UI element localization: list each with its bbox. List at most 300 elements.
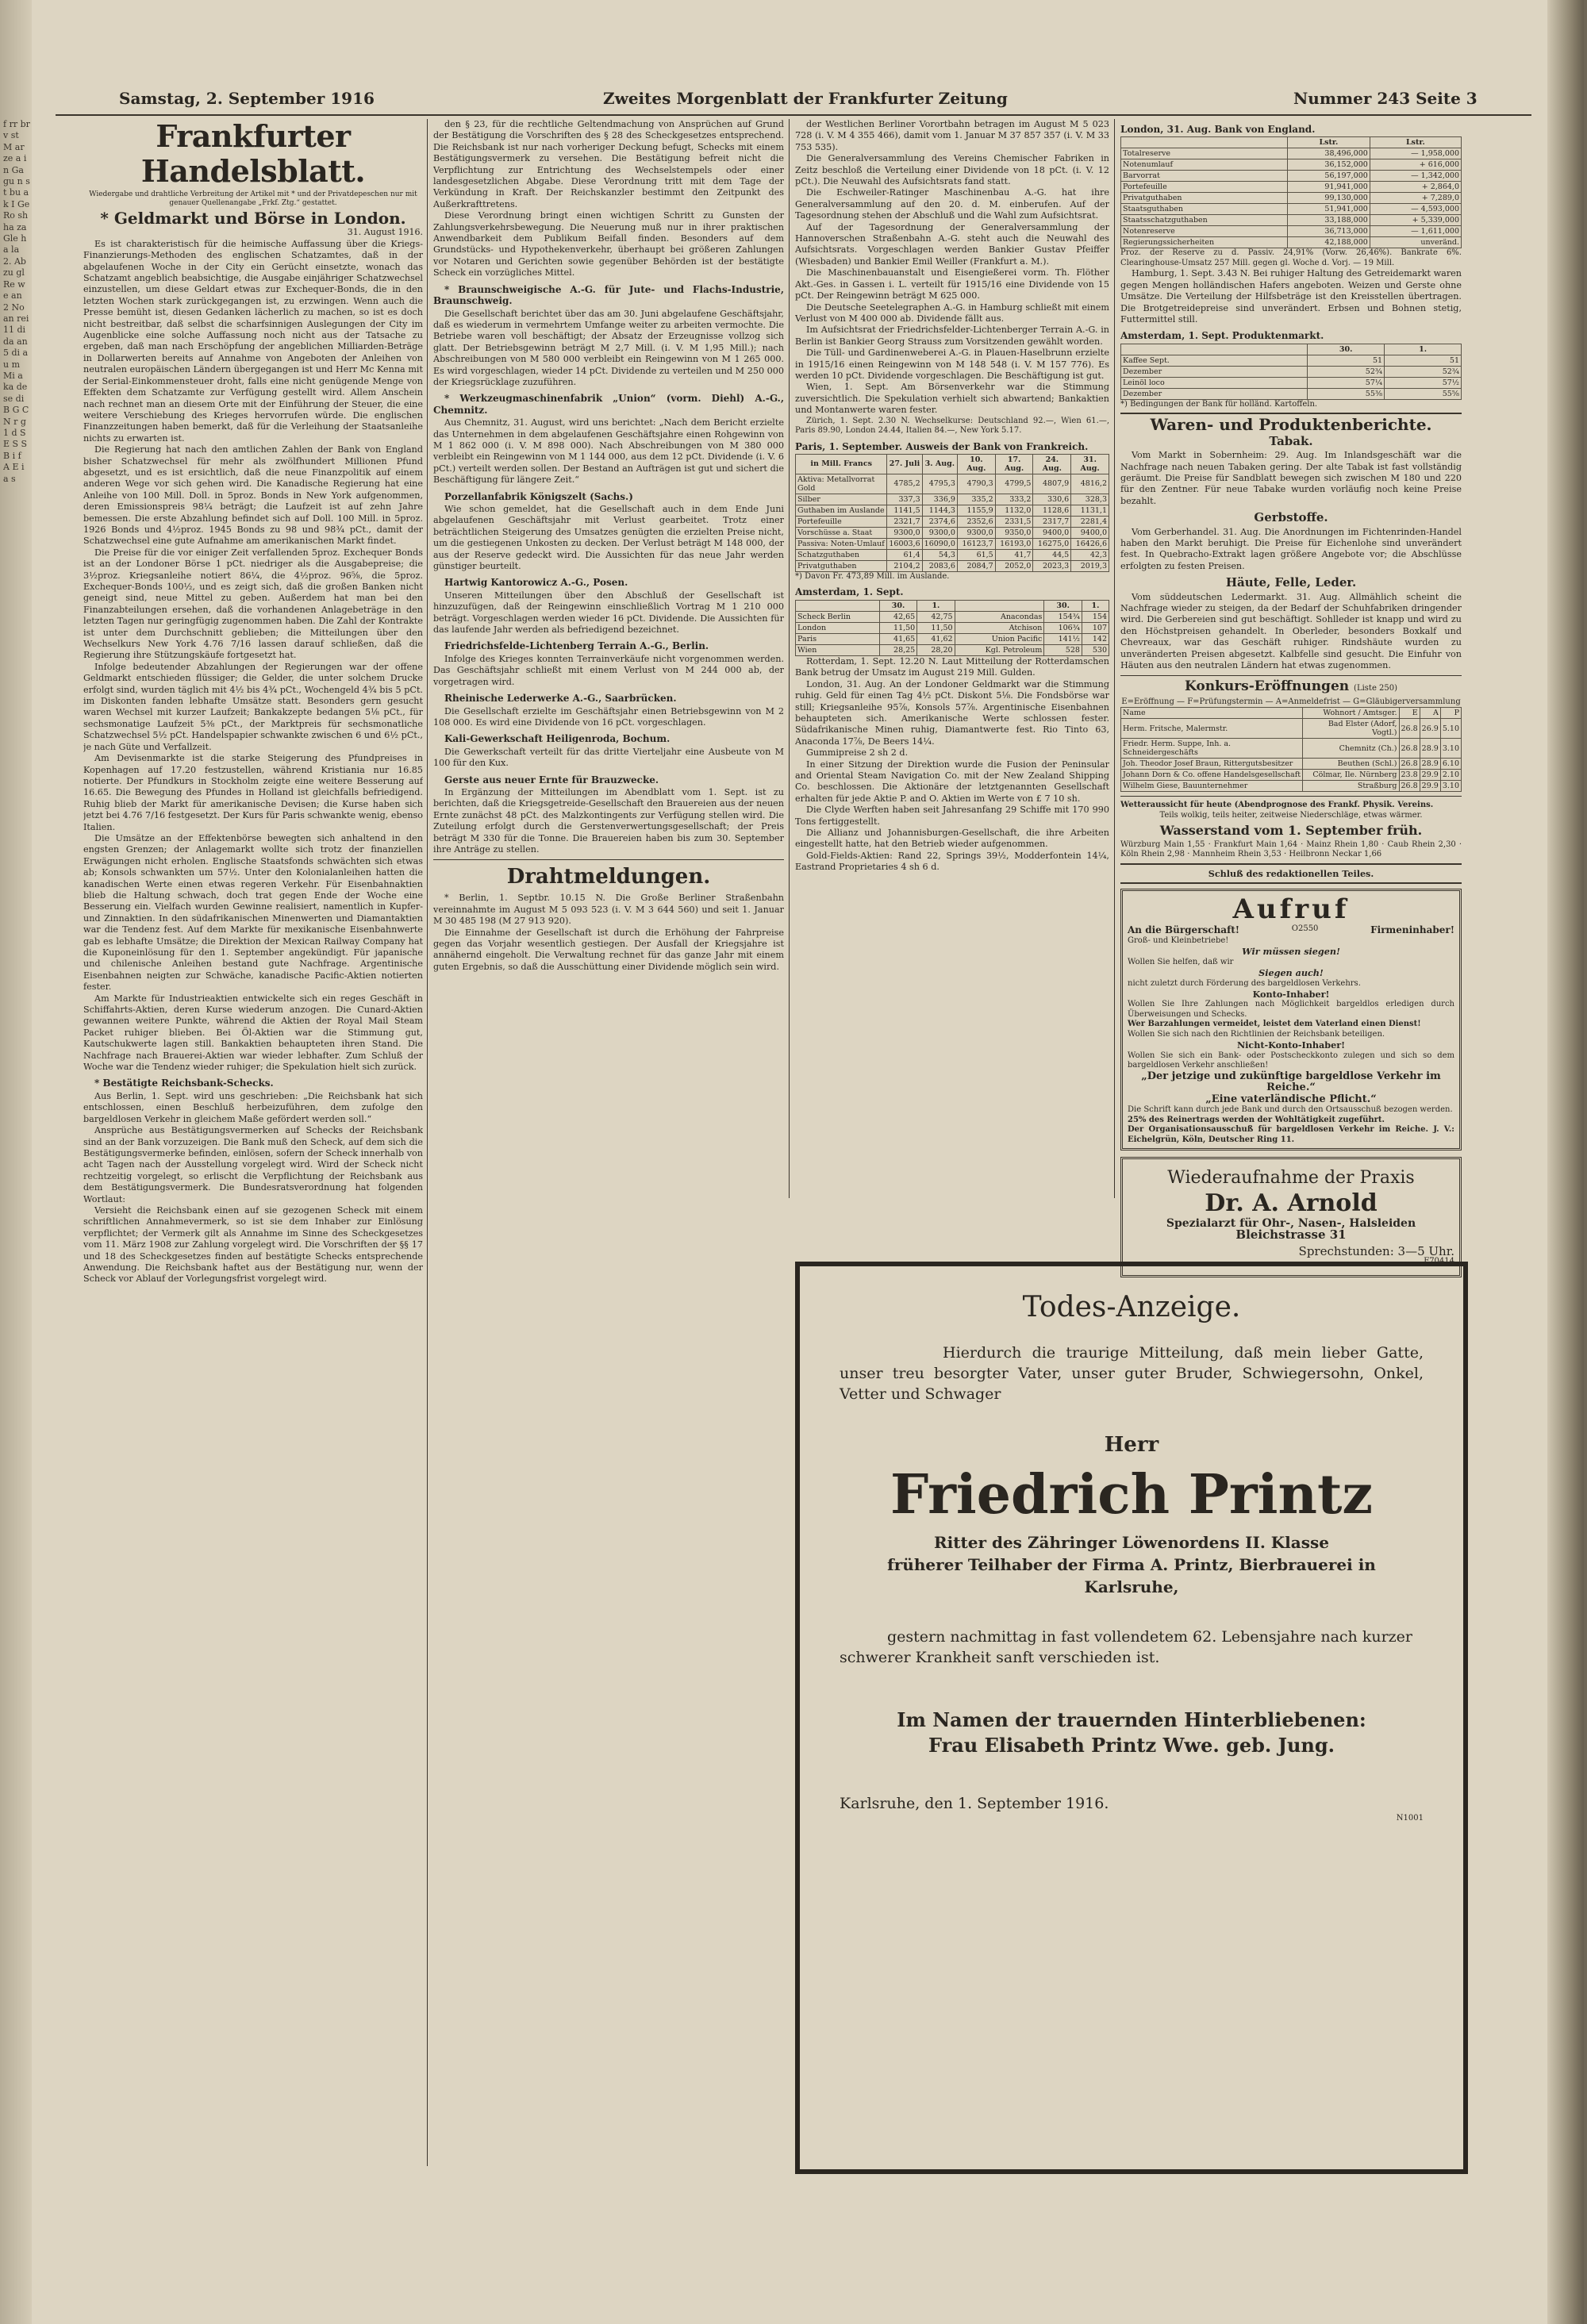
- table-cell: 16003,6: [887, 538, 922, 549]
- paragraph: Ansprüche aus Bestätigungsvermerken auf Schecks der Reichsbank sind an der Bank vorzuzeigen. Die Bank muß den Scheck, auf dem sich die Bestätigungsvermerke befinden, einlösen, sofern der Scheck innerhalb von acht Tagen nach der Ausstellung vorgelegt wird. Wird der Scheck nicht rechtzeitig vorgelegt, so erlischt die Verpflichtung der Reichsbank aus dem Bestätigungsvermerk. Die Bundesratsverordnung hat folgenden Wortlaut:: [83, 1125, 423, 1204]
- column-rule: [789, 119, 790, 1198]
- ad-ref: O2550: [1291, 924, 1319, 934]
- table-row: [796, 622, 1109, 633]
- table-row: [1121, 226, 1462, 237]
- paragraph: Hamburg, 1. Sept. 3.43 N. Bei ruhiger Haltung des Getreidemarkt waren gegen Mengen holländischen Hafers angeboten. Weizen und Gerste ohne Umsätze. Die Verteilung der Hilfsbeträge ist den Kreisstellen übertragen. Die Brotgetreidepreise sind unverändert. Erbsen und Bohnen stetig, Futtermittel still.: [1120, 268, 1462, 325]
- table-cell: + 2,864,0: [1370, 182, 1461, 193]
- table-cell: 4807,9: [1033, 474, 1071, 494]
- table-cell: Johann Dorn & Co. offene Handelsgesellschaft: [1121, 770, 1303, 781]
- table-cell: 3.10: [1440, 781, 1461, 792]
- table-cell: 2374,6: [922, 516, 957, 527]
- table-cell: 528: [1044, 644, 1082, 655]
- table-row: [796, 633, 1109, 644]
- table-cell: 2084,7: [957, 560, 995, 571]
- table-cell: Wilhelm Giese, Bauunternehmer: [1121, 781, 1303, 792]
- deceased-name: Friedrich Printz: [890, 1463, 1373, 1527]
- table-header-cell: Lstr.: [1287, 137, 1370, 148]
- adjacent-page-text: f rr br v st M ar ze a in Ga gu n st bu ak I Ge Ro sh ha za Gle ha la 2. Ab zu gl Re we an 2 No an rei 11 di da an 5 di au m Mi a ka de se di B G C N r g 1 d S E S S B i f A E i a s: [3, 119, 30, 484]
- ad-line: Wollen Sie helfen, daß wir: [1128, 957, 1234, 966]
- table-cell: 1144,3: [922, 505, 957, 516]
- table-cell: Vorschüsse a. Staat: [796, 527, 887, 538]
- death-notice-place: Karlsruhe, den 1. September 1916.: [840, 1795, 1109, 1812]
- ad-name: Dr. A. Arnold: [1205, 1189, 1378, 1218]
- ad-header-right: Firmeninhaber!: [1370, 924, 1454, 936]
- table-header-cell: 31. Aug.: [1071, 454, 1109, 474]
- running-header: [56, 86, 1531, 116]
- table-row: [1121, 388, 1462, 399]
- divider: [433, 859, 784, 860]
- paragraph: Die Umsätze an der Effektenbörse bewegten sich anhaltend in den engsten Grenzen; der Anlagemarkt wollte sich trotz der finanziellen Erwägungen nicht erholen. Englische Staatsfonds schwächten sich etwas ab; Konsols schwankten um 57½. Unter den Kolonialanleihen hatten die kanadischen Werte einen etwas regeren Verkehr. Für Eisenbahnaktien blieb die Haltung schwach, doch trat gegen Ende der Woche eine Besserung ein. Vielfach wurden Gewinne realisiert, namentlich in Kupfer- und Zinnaktien. In den südafrikanischen Minenwerten und Diamantaktien war die Tendenz fest. Auf dem Markte für mexikanische Eisenbahnwerte gab es lebhafte Umsätze; die Direktion der Mexican Railway Company hat die Kuponeinlösung für den 1. September angekündigt. Für japanische und chilenische Anleihen bestand gute Nachfrage. Argentinische Eisenbahnen neigten zur Schwäche, kanadische Pacific-Aktien notierten fester.: [83, 832, 423, 993]
- amsterdam-exchange-table: [795, 600, 1109, 656]
- table-header-cell: [796, 600, 880, 611]
- table-cell: Cölmar, Ile. Nürnberg: [1303, 770, 1399, 781]
- article-heading: * Braunschweigische A.-G. für Jute- und Flachs-Industrie, Braunschweig.: [433, 283, 784, 307]
- paragraph: In einer Sitzung der Direktion wurde die Fusion der Peninsular and Oriental Steam Navigation Co. mit der New Zealand Shipping Co. beschlossen. Die Aktionäre der letztgenannten Gesellschaft erhalten für jede Aktie P. and O. Aktien im Werte von £ 7 10 sh.: [795, 759, 1109, 804]
- paragraph: Wie schon gemeldet, hat die Gesellschaft auch in dem Ende Juni abgelaufenen Geschäftsjahr mit Verlust gearbeitet. Trotz einer beträchtlichen Steigerung des Umsatzes genügten die erzielten Preise nicht, um die gestiegenen Unkosten zu decken. Der Verlust beträgt M 148 000, der aus der Reserve gedeckt wird. Die Aussichten für das neue Jahr werden günstiger beurteilt.: [433, 504, 784, 572]
- weather-title: Wetteraussicht für heute (Abendprognose des Frankf. Physik. Vereins.: [1120, 801, 1434, 810]
- table-cell: Portefeuille: [1121, 182, 1288, 193]
- paragraph: Vom Gerberhandel. 31. Aug. Die Anordnungen im Fichtenrinden-Handel haben den Markt beruhigt. Die Preise für Eichenlohe sind unverändert fest. In Quebracho-Extrakt lagen größere Angebote vor; die Abschlüsse erfolgten zu festen Preisen.: [1120, 526, 1462, 571]
- table-cell: 26.8: [1399, 781, 1420, 792]
- table-cell: Anacondas: [955, 611, 1044, 622]
- table-cell: 2281,4: [1071, 516, 1109, 527]
- table-header-row: [796, 600, 1109, 611]
- paragraph: Es ist charakteristisch für die heimische Auffassung über die Kriegs-Finanzierungs-Methoden des englischen Schatzamtes, daß in der abgelaufenen Woche in der City ein Gerücht einsetzte, wonach das Schatzamt angeblich beabsichtige, die Ausgabe einjähriger Schatzwechsel einzustellen, um diese Geldart etwas zur Exchequer-Bonds, die in den letzten Wochen stark zurückgegangen ist, zu erzwingen. Wenn auch die Presse bemüht ist, diesen Gedanken lächerlich zu machen, so ist es doch nicht bestreitbar, daß selbst die scharfsinnigen Auslegungen der City im Augenblicke eine solche Auffassung noch nicht aus der Tatsache zu ergeben, daß man nach Erschöpfung der angeblichen Milliarden-Beträge in Dollarwerten bereits auf Annahme von Angeboten der Anleihen von neutralen europäischen Ländern übergegangen ist und Herr Mc Kenna mit der Serial-Einkommensteuer droht, falls eine nicht genügende Menge von Effekten dem Schatzamte zur Verfügung gestellt wird. Allem Anschein nach rechnet man an diesem Orte mit der Einführung der Steuer, die eine weitere Verschiebung des Krieges hervorrufen würde. Die englischen Finanzzeitungen haben bemerkt, daß für die Verleihung der Staatsanleihe nichts zu erwarten ist.: [83, 238, 423, 444]
- table-cell: 36,152,000: [1287, 159, 1370, 171]
- table-header-cell: 1.: [917, 600, 955, 611]
- table-cell: 55⅝: [1385, 388, 1462, 399]
- table-header-cell: [1121, 137, 1288, 148]
- table-row: [1121, 159, 1462, 171]
- table-cell: 28,25: [879, 644, 916, 655]
- paragraph: * Berlin, 1. Septbr. 10.15 N. Die Große Berliner Straßenbahn vereinnahmte im August M 5 093 523 (i. V. M 3 644 560) und seit 1. Januar M 30 485 198 (M 27 913 920).: [433, 893, 784, 927]
- ad-line: Wer Barzahlungen vermeidet, leistet dem Vaterland einen Dienst!: [1128, 1020, 1421, 1029]
- table-cell: Schatzguthaben: [796, 549, 887, 560]
- table-row: [1121, 204, 1462, 215]
- header-page-number: Nummer 243 Seite 3: [1293, 89, 1477, 108]
- table-cell: 2019,3: [1071, 560, 1109, 571]
- ad-line: Wollen Sie sich nach den Richtlinien der Reichsbank beteiligen.: [1128, 1029, 1385, 1039]
- bank-of-france-table: [795, 454, 1109, 572]
- ad-line: nicht zuletzt durch Förderung des bargeldlosen Verkehrs.: [1128, 978, 1361, 988]
- table-row: [1121, 377, 1462, 388]
- table-cell: 51,941,000: [1287, 204, 1370, 215]
- paragraph: Aus Berlin, 1. Sept. wird uns geschrieben: „Die Reichsbank hat sich entschlossen, einen Beschluß herbeizuführen, dem zufolge den bargeldlosen Verkehr in gleichem Maße gefördert werden soll.“: [83, 1090, 423, 1124]
- table-cell: 6.10: [1440, 759, 1461, 770]
- table-cell: Dezember: [1121, 366, 1308, 377]
- table-header-cell: 30.: [1044, 600, 1082, 611]
- column-1: [83, 119, 423, 2182]
- divider: [1120, 796, 1462, 797]
- ad-slogan: „Der jetzige und zukünftige bargeldlose Verkehr im Reiche.“: [1141, 1070, 1441, 1094]
- table-cell: 29.9: [1420, 770, 1440, 781]
- table-cell: Aktiva: Metallvorrat Gold: [796, 474, 887, 494]
- bankruptcy-table: [1120, 707, 1462, 792]
- article-heading: Hartwig Kantorowicz A.-G., Posen.: [444, 577, 628, 589]
- table-row: [796, 549, 1109, 560]
- table-row: [1121, 193, 1462, 204]
- table-cell: Privatguthaben: [1121, 193, 1288, 204]
- table-cell: + 616,000: [1370, 159, 1461, 171]
- table-cell: Regierungssicherheiten: [1121, 237, 1288, 248]
- table-cell: 5.10: [1440, 719, 1461, 739]
- table-cell: 337,3: [887, 494, 922, 505]
- table-row: [1121, 759, 1462, 770]
- table-cell: Guthaben im Auslande: [796, 505, 887, 516]
- table-row: [796, 516, 1109, 527]
- paragraph: Gummipreise 2 sh 2 d.: [806, 747, 909, 759]
- table-cell: unveränd.: [1370, 237, 1461, 248]
- table-cell: 333,2: [995, 494, 1033, 505]
- paragraph: Die Tüll- und Gardinenweberei A.-G. in Plauen-Haselbrunn erzielte in 1915/16 einen Reingewinn von M 148 548 (i. V. M 157 776). Es werden 10 pCt. Dividende vorgeschlagen. Die Beschäftigung ist gut.: [795, 348, 1109, 381]
- table-cell: 335,2: [957, 494, 995, 505]
- table-cell: 55⅜: [1308, 388, 1385, 399]
- table-cell: 2.10: [1440, 770, 1461, 781]
- table-cell: 4795,3: [922, 474, 957, 494]
- appeal-advertisement: [1120, 889, 1462, 1150]
- table-cell: London: [796, 622, 880, 633]
- column-rule: [1114, 119, 1115, 1198]
- table-cell: Chemnitz (Ch.): [1303, 739, 1399, 759]
- ad-line: Die Schrift kann durch jede Bank und durch den Ortsausschuß bezogen werden.: [1128, 1105, 1453, 1115]
- article-heading: Porzellanfabrik Königszelt (Sachs.): [444, 490, 633, 502]
- ad-ref: N1001: [1396, 1814, 1424, 1823]
- table-cell: 42,3: [1071, 549, 1109, 560]
- divider: [1120, 675, 1462, 676]
- table-row: [1121, 215, 1462, 226]
- table-header-cell: [955, 600, 1044, 611]
- death-notice-intro: Hierdurch die traurige Mitteilung, daß mein lieber Gatte, unser treu besorgter Vater, unser guter Bruder, Schwiegersohn, Onkel, Vetter und Schwager: [840, 1344, 1424, 1403]
- table-cell: 2331,5: [995, 516, 1033, 527]
- paragraph: London, 31. Aug. An der Londoner Geldmarkt war die Stimmung ruhig. Geld für einen Tag 4½ pCt. Diskont 5⅛. Die Fondsbörse war still; Kriegsanleihe 95⅞, Konsols 57⅞. Argentinische Eisenbahnen behaupteten sich. Amerikanische Werte schlossen fester. Südafrikanische Minen ruhig, Diamantwerte fest. Rio Tinto 63, Anaconda 17⅞, De Beers 14¼.: [795, 678, 1109, 747]
- table-cell: — 1,958,000: [1370, 148, 1461, 159]
- paragraph: Am Devisenmarkte ist die starke Steigerung des Pfundpreises in Kopenhagen auf 17.20 festzustellen, während Kristiania nur 16.85 notierte. Der Pfundkurs in Stockholm zeigte eine weitere Besserung auf 16.65. Die Bewegung des Pfundes in Holland ist gleichfalls befriedigend. Ruhig blieb der Markt für amerikanische Devisen; die Kurse haben sich jetzt bei 4.76 7/16 festgesetzt. Der Kurs für Paris schwankte wenig, ebenso Italien.: [83, 753, 423, 832]
- table-header-cell: 30.: [1308, 344, 1385, 355]
- ad-title: Aufruf: [1232, 893, 1350, 926]
- subsection-title: Häute, Felle, Leder.: [1225, 575, 1357, 590]
- paragraph: Die Allianz und Johannisburgen-Gesellschaft, die ihre Arbeiten eingestellt hatte, hat den Betrieb wieder aufgenommen.: [795, 827, 1109, 850]
- table-row: [796, 611, 1109, 622]
- table-cell: 2104,2: [887, 560, 922, 571]
- ad-line: Groß- und Kleinbetriebe!: [1128, 935, 1229, 945]
- table-cell: 26.9: [1420, 719, 1440, 739]
- ad-line: Wir müssen siegen!: [1242, 946, 1340, 958]
- ad-line: Nicht-Konto-Inhaber!: [1236, 1039, 1346, 1051]
- paragraph: Die Generalversammlung des Vereins Chemischer Fabriken in Zeitz beschloß die Verteilung einer Dividende von 18 pCt. (i. V. 12 pCt.). Die Neuwahl des Aufsichtsrats fand statt.: [795, 153, 1109, 187]
- table-cell: Kgl. Petroleum: [955, 644, 1044, 655]
- table-cell: 4785,2: [887, 474, 922, 494]
- table-cell: 26.8: [1399, 719, 1420, 739]
- table-row: [796, 560, 1109, 571]
- table-header-cell: 30.: [879, 600, 916, 611]
- table-header-cell: 24. Aug.: [1033, 454, 1071, 474]
- table-cell: 4799,5: [995, 474, 1033, 494]
- konkurs-legend: E=Eröffnung — F=Prüfungstermin — A=Anmeldefrist — G=Gläubigerversammlung: [1121, 697, 1461, 706]
- table-cell: 9300,0: [887, 527, 922, 538]
- table-row: [1121, 366, 1462, 377]
- table-cell: Passiva: Noten-Umlauf: [796, 538, 887, 549]
- table-cell: 61,5: [957, 549, 995, 560]
- table-cell: 57¼: [1308, 377, 1385, 388]
- deceased-title: Ritter des Zähringer Löwenordens II. Klasse: [934, 1533, 1329, 1552]
- paragraph: Die Gesellschaft erzielte im Geschäftsjahr einen Betriebsgewinn von M 2 108 000. Es wird eine Dividende von 16 pCt. vorgeschlagen.: [433, 705, 784, 728]
- table-cell: 9350,0: [995, 527, 1033, 538]
- table-cell: — 4,593,000: [1370, 204, 1461, 215]
- table-title: Amsterdam, 1. Sept.: [795, 586, 904, 598]
- section-title: Waren- und Produktenberichte.: [1150, 415, 1432, 435]
- death-notice: [795, 1262, 1468, 2174]
- article-date: 31. August 1916.: [347, 227, 423, 238]
- table-row: [1121, 719, 1462, 739]
- table-cell: Staatsguthaben: [1121, 204, 1288, 215]
- table-cell: 9300,0: [957, 527, 995, 538]
- section-title: [1120, 678, 1462, 695]
- article-heading: Friedrichsfelde-Lichtenberg Terrain A.-G., Berlin.: [444, 640, 709, 652]
- table-footnote: *) Bedingungen der Bank für holländ. Kartoffeln.: [1120, 399, 1318, 409]
- subsection-title: Gerbstoffe.: [1254, 510, 1328, 525]
- paragraph: Rotterdam, 1. Sept. 12.20 N. Laut Mitteilung der Rotterdamschen Bank betrug der Umsatz im August 219 Mill. Gulden.: [795, 655, 1109, 678]
- article-heading: Gerste aus neuer Ernte für Brauzwecke.: [444, 774, 659, 786]
- table-cell: 99,130,000: [1287, 193, 1370, 204]
- table-row: [1121, 182, 1462, 193]
- article-heading: * Bestätigte Reichsbank-Schecks.: [94, 1077, 274, 1089]
- table-row: [796, 644, 1109, 655]
- table-header-cell: 27. Juli: [887, 454, 922, 474]
- table-row: [1121, 739, 1462, 759]
- page-right-edge: [1547, 0, 1584, 2324]
- header-masthead: Zweites Morgenblatt der Frankfurter Zeitung: [603, 89, 1008, 108]
- ad-line: Der Organisationsausschuß für bargeldlosen Verkehr im Reiche. J. V.: Eichelgrün, Köln, Deutscher Ring 11.: [1128, 1125, 1454, 1144]
- table-cell: Paris: [796, 633, 880, 644]
- table-cell: Kaffee Sept.: [1121, 355, 1308, 366]
- konkurs-list-note: (Liste 250): [1354, 684, 1398, 693]
- paragraph: Die Einnahme der Gesellschaft ist durch die Erhöhung der Fahrpreise gegen das Vorjahr wesentlich gestiegen. Der Ausfall der Kriegsjahre ist annähernd eingeholt. Die Verwaltung rechnet für das ganze Jahr mit einem guten Ergebnis, so daß die Ausschüttung einer Dividende möglich sein wird.: [433, 927, 784, 972]
- table-cell: Scheck Berlin: [796, 611, 880, 622]
- ad-ref: F70414: [1424, 1257, 1454, 1266]
- table-cell: 9300,0: [922, 527, 957, 538]
- table-cell: 154: [1082, 611, 1109, 622]
- weather-text: Teils wolkig, teils heiter, zeitweise Niederschläge, etwas wärmer.: [1159, 810, 1423, 820]
- paragraph: Die Deutsche Seetelegraphen A.-G. in Hamburg schließt mit einem Verlust von M 400 000 ab. Dividende fällt aus.: [795, 302, 1109, 324]
- table-cell: 26.8: [1399, 739, 1420, 759]
- table-cell: 328,3: [1071, 494, 1109, 505]
- table-cell: 54,3: [922, 549, 957, 560]
- section-title: Frankfurter Handelsblatt.: [140, 119, 366, 189]
- table-cell: 9400,0: [1071, 527, 1109, 538]
- table-footnote: *) Davon Fr. 473,89 Mill. im Auslande.: [795, 571, 950, 581]
- table-cell: + 7,289,0: [1370, 193, 1461, 204]
- table-cell: Privatguthaben: [796, 560, 887, 571]
- table-cell: 52¾: [1385, 366, 1462, 377]
- table-cell: Wohnort / Amtsger.: [1303, 708, 1399, 719]
- water-level-text: Würzburg Main 1,55 · Frankfurt Main 1,64 · Mainz Rhein 1,80 · Caub Rhein 2,30 · Köln Rhein 2,98 · Mannheim Rhein 3,53 · Heilbronn Neckar 1,66: [1120, 839, 1462, 859]
- article-heading: * Werkzeugmaschinenfabrik „Union“ (vorm. Diehl) A.-G., Chemnitz.: [433, 393, 784, 416]
- water-level-title: Wasserstand vom 1. September früh.: [1159, 823, 1423, 839]
- header-date: Samstag, 2. September 1916: [119, 89, 375, 108]
- table-cell: E: [1399, 708, 1420, 719]
- table-cell: 9400,0: [1033, 527, 1071, 538]
- death-notice-herr: Herr: [1104, 1433, 1159, 1457]
- table-header-cell: 3. Aug.: [922, 454, 957, 474]
- table-cell: Beuthen (Schl.): [1303, 759, 1399, 770]
- paragraph: Die Gesellschaft berichtet über das am 30. Juni abgelaufene Geschäftsjahr, daß es wiederum in vermehrtem Umfange weiter zu arbeiten vermochte. Die Betriebe waren voll beschäftigt; der Absatz der Erzeugnisse vollzog sich glatt. Der Betriebsgewinn beträgt M 2,7 Mill. (i. V. M 1,95 Mill.); nach Abschreibungen von M 580 000 verbleibt ein Reingewinn von M 1 265 000. Es wird vorgeschlagen, wieder 14 pCt. Dividende zu verteilen und M 250 000 der Kriegsrücklage zuzuführen.: [433, 308, 784, 387]
- table-cell: 57½: [1385, 377, 1462, 388]
- paragraph: Diese Verordnung bringt einen wichtigen Schritt zu Gunsten der Zahlungsverkehrsbewegung. Die Neuerung muß nur in ihrer praktischen Anwendbarkeit dem Publikum Beifall finden. Besonders auf dem Grundstücks- und Hypothekenverkehr, überhaupt bei größeren Zahlungen vor Notaren und Gerichten sowie gegenüber Behörden ist der bestätigte Scheck ein vorzügliches Mittel.: [433, 210, 784, 278]
- table-cell: 51: [1385, 355, 1462, 366]
- table-cell: 142: [1082, 633, 1109, 644]
- table-row: [796, 494, 1109, 505]
- table-row: [1121, 148, 1462, 159]
- ad-line: Wollen Sie Ihre Zahlungen nach Möglichkeit bargeldlos erledigen durch Überweisungen und Schecks.: [1128, 1000, 1454, 1019]
- doctor-advertisement: [1120, 1157, 1462, 1277]
- table-cell: Wien: [796, 644, 880, 655]
- table-cell: 330,6: [1033, 494, 1071, 505]
- table-cell: Name: [1121, 708, 1303, 719]
- table-header-cell: in Mill. Francs: [796, 454, 887, 474]
- paragraph: Die Eschweiler-Ratinger Maschinenbau A.-G. hat ihre Generalversammlung auf den 20. d. M. einberufen. Auf der Tagesordnung stehen der Abschluß und die Wahl zum Aufsichtsrat.: [795, 187, 1109, 221]
- column-3: [795, 119, 1109, 1198]
- table-cell: 42,75: [917, 611, 955, 622]
- table-cell: P: [1440, 708, 1461, 719]
- table-cell: 2321,7: [887, 516, 922, 527]
- end-editorial: Schluß des redaktionellen Teiles.: [1208, 867, 1374, 879]
- table-cell: Union Pacific: [955, 633, 1044, 644]
- table-cell: — 1,342,000: [1370, 171, 1461, 182]
- paragraph: Aus Chemnitz, 31. August, wird uns berichtet: „Nach dem Bericht erzielte das Unternehmen in dem abgelaufenen Geschäftsjahre einen Rohgewinn von M 1 862 000 (i. V. M 898 000). Nach Abschreibungen von M 380 000 verbleibt ein Reingewinn von M 1 144 000, aus dem 12 pCt. Dividende (i. V. 6 pCt.) verteilt werden sollen. Der Bestand an Aufträgen ist gut und sichert die Beschäftigung für längere Zeit.“: [433, 417, 784, 486]
- table-row: [1121, 171, 1462, 182]
- paragraph: der Westlichen Berliner Vorortbahn betragen im August M 5 023 728 (i. V. M 4 355 466), damit vom 1. Januar M 37 857 357 (i. V. M 33 753 535).: [795, 119, 1109, 152]
- table-cell: — 1,611,000: [1370, 226, 1461, 237]
- ad-line: Wiederaufnahme der Praxis: [1167, 1168, 1415, 1189]
- mourners-line: Im Namen der trauernden Hinterbliebenen:: [897, 1708, 1366, 1731]
- table-row: [796, 474, 1109, 494]
- table-cell: Notenreserve: [1121, 226, 1288, 237]
- table-cell: 44,5: [1033, 549, 1071, 560]
- table-header-cell: 1.: [1082, 600, 1109, 611]
- table-header-cell: 10. Aug.: [957, 454, 995, 474]
- table-cell: Atchison: [955, 622, 1044, 633]
- paragraph: Die Gewerkschaft verteilt für das dritte Vierteljahr eine Ausbeute von M 100 für den Kux.: [433, 746, 784, 769]
- table-cell: 11,50: [879, 622, 916, 633]
- bank-of-england-table: [1120, 136, 1462, 248]
- table-cell: 16123,7: [957, 538, 995, 549]
- table-cell: 41,65: [879, 633, 916, 644]
- table-row: [1121, 355, 1462, 366]
- table-header-cell: Lstr.: [1370, 137, 1461, 148]
- table-cell: 1132,0: [995, 505, 1033, 516]
- table-cell: 1131,1: [1071, 505, 1109, 516]
- table-cell: 2317,7: [1033, 516, 1071, 527]
- table-header-cell: 17. Aug.: [995, 454, 1033, 474]
- table-cell: Totalreserve: [1121, 148, 1288, 159]
- paragraph: Vom süddeutschen Ledermarkt. 31. Aug. Allmählich scheint die Nachfrage wieder zu steigen, da der Bedarf der Schuhfabriken dringender wird. Die Gerbereien sind gut beschäftigt. Sohlleder ist knapp und wird zu den Höchstpreisen gehandelt. In Oberleder, besonders Boxkalf und Chevreaux, war das Geschäft ruhiger. Rindshäute wurden zu unveränderten Preisen abgesetzt. Kalbfelle sind gesucht. Die Einfuhr von Häuten aus den neutralen Ländern hat etwas zugenommen.: [1120, 591, 1462, 671]
- paragraph: Im Aufsichtsrat der Friedrichsfelder-Lichtenberger Terrain A.-G. in Berlin ist Bankier Georg Strauss zum Vorsitzenden gewählt worden.: [795, 325, 1109, 347]
- table-cell: 56,197,000: [1287, 171, 1370, 182]
- table-cell: Leinöl loco: [1121, 377, 1308, 388]
- paragraph: Die Maschinenbauanstalt und Eisengießerei vorm. Th. Flöther Akt.-Ges. in Gassen i. L. verteilt für 1915/16 eine Dividende von 15 pCt. Der Reingewinn beträgt M 625 000.: [795, 267, 1109, 302]
- table-cell: Bad Elster (Adorf, Vogtl.): [1303, 719, 1399, 739]
- paragraph: Infolge bedeutender Abzahlungen der Regierungen war der offene Geldmarkt entschieden flüssiger; die Gelder, die unter solchem Drucke erfolgt sind, wurden täglich mit 4½ bis 4¾ pCt., Wochengeld 4¾ bis 5 pCt. im Diskonten fanden lebhafte Umsätze statt. Besonders gern gesucht waren Wechsel mit kurzer Laufzeit; Bankakzepte bedangen 5⅛ pCt., für sechsmonatige Laufzeit 5⅜ pCt., der Marktpreis für sechsmonatliche Schatzwechsel 5½ pCt. Handelspapier schwankte zwischen 6 und 6½ pCt., je nach Güte und Verfallzeit.: [83, 661, 423, 752]
- table-cell: 41,62: [917, 633, 955, 644]
- table-row: [796, 538, 1109, 549]
- table-cell: 23.8: [1399, 770, 1420, 781]
- column-rule: [427, 119, 428, 2166]
- paragraph: Gold-Fields-Aktien: Rand 22, Springs 39½, Modderfontein 14¼, Eastrand Proprietaries 4 sh 6 d.: [795, 850, 1109, 873]
- table-cell: Staatsschatzguthaben: [1121, 215, 1288, 226]
- table-cell: 1141,5: [887, 505, 922, 516]
- mourners-name: Frau Elisabeth Printz Wwe. geb. Jung.: [928, 1734, 1335, 1757]
- table-cell: 2052,0: [995, 560, 1033, 571]
- table-cell: 11,50: [917, 622, 955, 633]
- table-row: [796, 505, 1109, 516]
- paragraph: Vom Markt in Sobernheim: 29. Aug. Im Inlandsgeschäft war die Nachfrage nach neuen Tabaken gering. Der alte Tabak ist fast vollständig geräumt. Die Preise für Sandblatt bewegen sich zwischen M 180 und 220 für den Zentner. Für neue Tabake wurden vorläufig noch keine Preise bezahlt.: [1120, 450, 1462, 506]
- paragraph: In Ergänzung der Mitteilungen im Abendblatt vom 1. Sept. ist zu berichten, daß die Kriegsgetreide-Gesellschaft den Brauereien aus der neuen Ernte zunächst 48 pCt. des Malzkontingents zur Verfügung stellen wird. Die Zuteilung erfolgt durch die Gerstenverwertungsgesellschaft; der Preis beträgt M 330 für die Tonne. Die Brauereien haben bis zum 30. September ihre Anträge zu stellen.: [433, 786, 784, 855]
- divider: [1120, 413, 1462, 414]
- table-cell: 16193,0: [995, 538, 1033, 549]
- table-cell: 141½: [1044, 633, 1082, 644]
- table-cell: 4790,3: [957, 474, 995, 494]
- paragraph: Versieht die Reichsbank einen auf sie gezogenen Scheck mit einem schriftlichen Annahmevermerk, so ist sie dem Inhaber zur Einlösung verpflichtet; der Vermerk gilt als Annahme im Sinne des Scheckgesetzes vom 11. März 1908 zur Zahlung vorgelegt wird. Die Vorschriften der §§ 17 und 18 des Scheckgesetzes finden auf bestätigte Schecks entsprechende Anwendung. Die Reichsbank haftet aus der Bestätigung nur, wenn der Scheck vor Ablauf der Vorlegungsfrist vorgelegt wird.: [83, 1204, 423, 1285]
- ad-headers: [1128, 924, 1454, 935]
- table-cell: 154¾: [1044, 611, 1082, 622]
- death-notice-body: gestern nachmittag in fast vollendetem 62. Lebensjahre nach kurzer schwerer Krankheit sanft verschieden ist.: [840, 1628, 1413, 1666]
- divider: [1120, 863, 1462, 865]
- table-row: [1121, 237, 1462, 248]
- konkurs-title: Konkurs-Eröffnungen: [1184, 678, 1350, 695]
- ad-slogan: „Eine vaterländische Pflicht.“: [1205, 1093, 1377, 1105]
- table-cell: 1155,9: [957, 505, 995, 516]
- table-cell: 28.9: [1420, 739, 1440, 759]
- table-cell: 28.9: [1420, 759, 1440, 770]
- table-header-row: [796, 454, 1109, 474]
- table-cell: 26.8: [1399, 759, 1420, 770]
- article-heading: * Geldmarkt und Börse in London.: [100, 209, 406, 228]
- reproduction-notice: Wiedergabe und drahtliche Verbreitung der Artikel mit * und der Privatdepeschen nur mit genauer Quellenangabe „Frkf. Ztg.“ gestattet.: [89, 190, 417, 207]
- table-cell: Joh. Theodor Josef Braun, Rittergutsbesitzer: [1121, 759, 1303, 770]
- column-2: [433, 119, 784, 2182]
- table-cell: 1128,6: [1033, 505, 1071, 516]
- ad-line: Konto-Inhaber!: [1252, 989, 1330, 1000]
- table-title: Amsterdam, 1. Sept. Produktenmarkt.: [1120, 330, 1324, 342]
- table-cell: 336,9: [922, 494, 957, 505]
- table-row: [796, 527, 1109, 538]
- table-cell: 29.9: [1420, 781, 1440, 792]
- article-heading: Rheinische Lederwerke A.-G., Saarbrücken.: [444, 693, 677, 705]
- table-cell: 41,7: [995, 549, 1033, 560]
- table-title: London, 31. Aug. Bank von England.: [1120, 124, 1316, 135]
- table-row: [1121, 781, 1462, 792]
- table-row: [1121, 708, 1462, 719]
- ad-header-left: An die Bürgerschaft!: [1128, 924, 1240, 936]
- ad-line: Bleichstrasse 31: [1235, 1227, 1347, 1243]
- table-cell: 28,20: [917, 644, 955, 655]
- table-cell: Notenumlauf: [1121, 159, 1288, 171]
- table-cell: 42,188,000: [1287, 237, 1370, 248]
- table-cell: Silber: [796, 494, 887, 505]
- divider: [1120, 882, 1462, 884]
- paragraph: den § 23, für die rechtliche Geltendmachung von Ansprüchen auf Grund der Bestätigung die Vorschriften des § 28 des Scheckgesetzes entsprechend. Die Reichsbank ist nur nach vorheriger Deckung befugt, Schecks mit einem Bestätigungsvermerk zu versehen. Die Bestätigung befreit nicht die Verpflichtung zur Entrichtung des Wechselstempels oder einer landesgesetzlichen Abgabe. Diese Verordnung tritt mit dem Tage der Verkündung in Kraft. Der Reichskanzler bestimmt den Zeitpunkt des Außerkrafttretens.: [433, 119, 784, 209]
- table-cell: 2083,6: [922, 560, 957, 571]
- table-cell: + 5,339,000: [1370, 215, 1461, 226]
- ad-line: Spezialarzt für Ohr-, Nasen-, Halsleiden: [1166, 1217, 1416, 1231]
- section-title: Drahtmeldungen.: [506, 865, 711, 889]
- paragraph: Infolge des Krieges konnten Terrainverkäufe nicht vorgenommen werden. Das Geschäftsjahr schließt mit einem Verlust von M 244 000 ab, der vorgetragen wird.: [433, 653, 784, 687]
- paragraph: Am Markte für Industrieaktien entwickelte sich ein reges Geschäft in Schiffahrts-Aktien, deren Kurse wiederum anzogen. Die Cunard-Aktien gewannen weitere Punkte, während die Aktien der Royal Mail Steam Packet ruhiger blieben. Bei Öl-Aktien war die Stimmung gut, Kautschukwerte lagen still. Bankaktien behaupteten ihren Stand. Die Nachfrage nach Brauerei-Aktien war wieder lebhafter. Zum Schluß der Woche war die Tendenz wieder ruhiger; die Spekulation hielt sich zurück.: [83, 993, 423, 1073]
- table-title: Paris, 1. September. Ausweis der Bank von Frankreich.: [795, 440, 1089, 452]
- deceased-title: früherer Teilhaber der Firma A. Printz, Bierbrauerei in Karlsruhe,: [887, 1555, 1376, 1596]
- table-header-cell: 1.: [1385, 344, 1462, 355]
- table-header-row: [1121, 344, 1462, 355]
